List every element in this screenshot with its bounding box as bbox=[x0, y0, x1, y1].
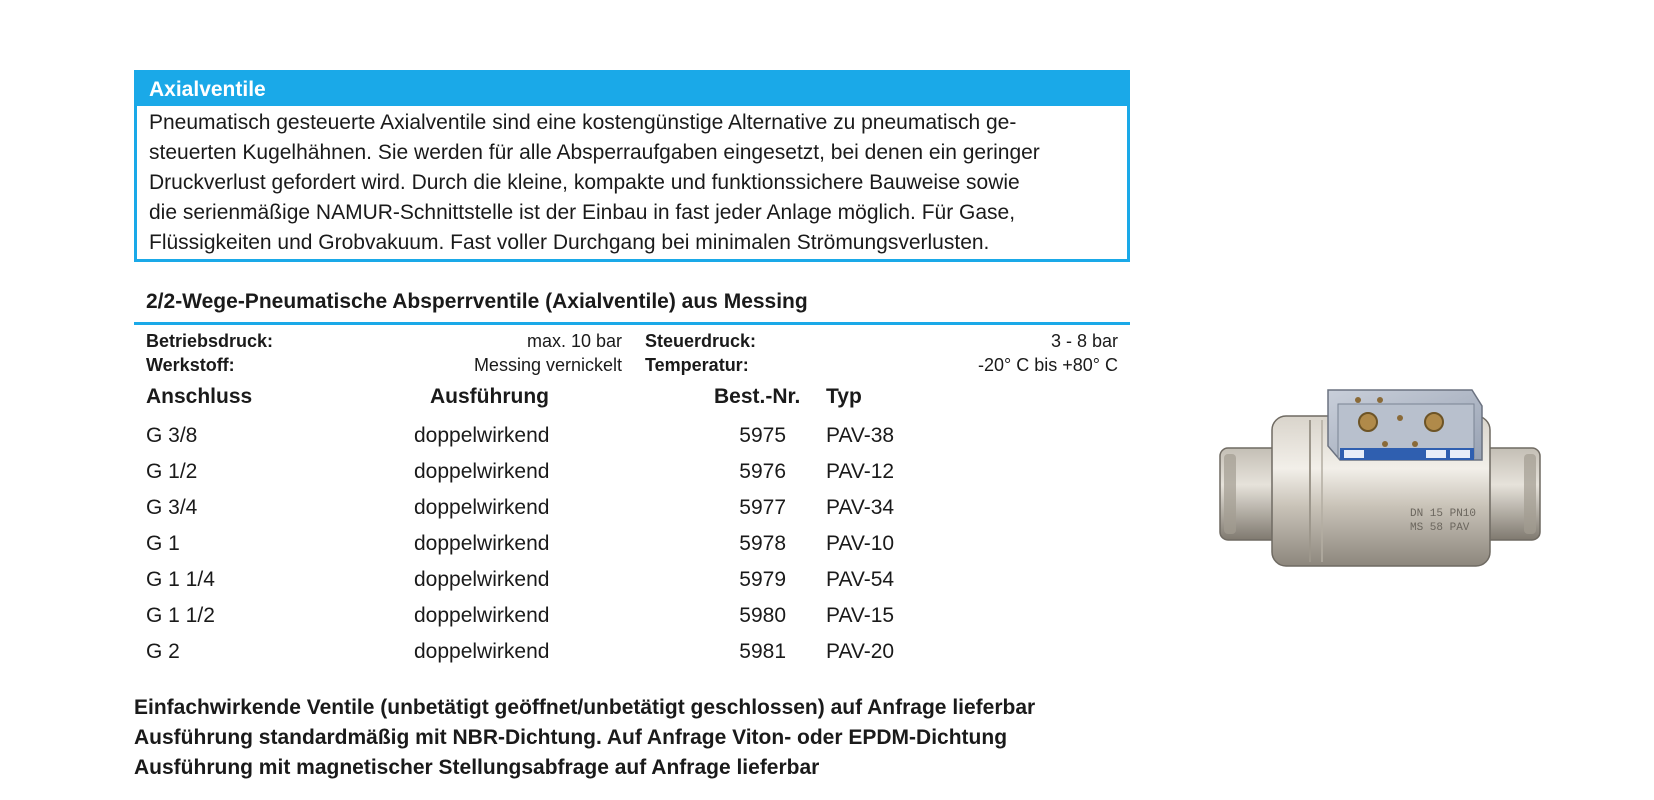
column-header-typ: Typ bbox=[826, 385, 862, 408]
info-box-line: die serienmäßige NAMUR-Schnittstelle ist der Einbau in fast jeder Anlage möglich. Für Gase, bbox=[149, 201, 1016, 224]
cell-best-nr: 5979 bbox=[739, 568, 786, 591]
cell-ausfuehrung: doppelwirkend bbox=[414, 460, 550, 483]
spec-label-temperature: Temperatur: bbox=[645, 355, 749, 375]
cell-typ: PAV-12 bbox=[826, 460, 895, 483]
table-row bbox=[0, 454, 1200, 490]
info-box-text bbox=[137, 106, 1127, 258]
section-title: 2/2-Wege-Pneumatische Absperrventile (Axialventile) aus Messing bbox=[146, 290, 808, 313]
cell-anschluss: G 3/4 bbox=[146, 496, 198, 519]
column-header-ausfuehrung: Ausführung bbox=[430, 385, 549, 408]
svg-text:MS 58 PAV: MS 58 PAV bbox=[1410, 522, 1470, 534]
spec-value-material: Messing vernickelt bbox=[473, 355, 622, 375]
cell-ausfuehrung: doppelwirkend bbox=[414, 496, 550, 519]
info-box-title: Axialventile bbox=[137, 73, 1127, 106]
cell-typ: PAV-34 bbox=[826, 496, 895, 519]
cell-typ: PAV-10 bbox=[826, 532, 895, 555]
cell-anschluss: G 1/2 bbox=[146, 460, 198, 483]
cell-typ: PAV-38 bbox=[826, 424, 895, 447]
table-row bbox=[0, 598, 1200, 634]
info-box-line: Pneumatisch gesteuerte Axialventile sind eine kostengünstige Alternative zu pneumatisch ge- bbox=[149, 111, 1017, 134]
cell-anschluss: G 1 1/2 bbox=[146, 604, 215, 627]
spec-label-material: Werkstoff: bbox=[146, 355, 235, 375]
cell-anschluss: G 3/8 bbox=[146, 424, 198, 447]
cell-best-nr: 5981 bbox=[739, 640, 786, 663]
cell-ausfuehrung: doppelwirkend bbox=[414, 424, 550, 447]
table-row bbox=[0, 526, 1200, 562]
spec-label-operating-pressure: Betriebsdruck: bbox=[146, 331, 274, 351]
cell-best-nr: 5980 bbox=[739, 604, 786, 627]
cell-anschluss: G 1 bbox=[146, 532, 180, 555]
spec-value-temperature: -20° C bis +80° C bbox=[978, 355, 1118, 375]
spec-label-control-pressure: Steuerdruck: bbox=[645, 331, 757, 351]
cell-best-nr: 5975 bbox=[739, 424, 786, 447]
section-divider bbox=[134, 322, 1130, 325]
cell-typ: PAV-20 bbox=[826, 640, 895, 663]
cell-ausfuehrung: doppelwirkend bbox=[414, 640, 550, 663]
cell-best-nr: 5977 bbox=[739, 496, 786, 519]
table-row bbox=[0, 634, 1200, 670]
cell-anschluss: G 2 bbox=[146, 640, 180, 663]
spec-value-operating-pressure: max. 10 bar bbox=[526, 331, 622, 351]
cell-typ: PAV-54 bbox=[826, 568, 895, 591]
cell-typ: PAV-15 bbox=[826, 604, 895, 627]
spec-value-control-pressure: 3 - 8 bar bbox=[1050, 331, 1118, 351]
table-row bbox=[0, 562, 1200, 598]
cell-best-nr: 5976 bbox=[739, 460, 786, 483]
column-header-best-nr: Best.-Nr. bbox=[714, 385, 801, 408]
info-box bbox=[134, 70, 1130, 262]
cell-ausfuehrung: doppelwirkend bbox=[414, 532, 550, 555]
column-header-anschluss: Anschluss bbox=[146, 385, 253, 408]
note-seal-options: Ausführung standardmäßig mit NBR-Dichtung. Auf Anfrage Viton- oder EPDM-Dichtung bbox=[134, 726, 1008, 749]
info-box-line: Druckverlust gefordert wird. Durch die kleine, kompakte und funktionssichere Bauweise sowie bbox=[149, 171, 1020, 194]
cell-best-nr: 5978 bbox=[739, 532, 786, 555]
info-box-line: Flüssigkeiten und Grobvakuum. Fast voller Durchgang bei minimalen Strömungsverlusten. bbox=[149, 231, 990, 254]
axial-valve-product-photo bbox=[1210, 388, 1550, 573]
svg-text:DN 15 PN10: DN 15 PN10 bbox=[1410, 508, 1477, 520]
note-single-acting: Einfachwirkende Ventile (unbetätigt geöffnet/unbetätigt geschlossen) auf Anfrage lieferbar bbox=[134, 696, 1036, 719]
table-row bbox=[0, 490, 1200, 526]
cell-ausfuehrung: doppelwirkend bbox=[414, 568, 550, 591]
cell-ausfuehrung: doppelwirkend bbox=[414, 604, 550, 627]
info-box-line: steuerten Kugelhähnen. Sie werden für alle Absperraufgaben eingesetzt, bei denen ein geringer bbox=[149, 141, 1040, 164]
note-position-sensing: Ausführung mit magnetischer Stellungsabfrage auf Anfrage lieferbar bbox=[134, 756, 820, 779]
table-row bbox=[0, 418, 1200, 454]
cell-anschluss: G 1 1/4 bbox=[146, 568, 215, 591]
